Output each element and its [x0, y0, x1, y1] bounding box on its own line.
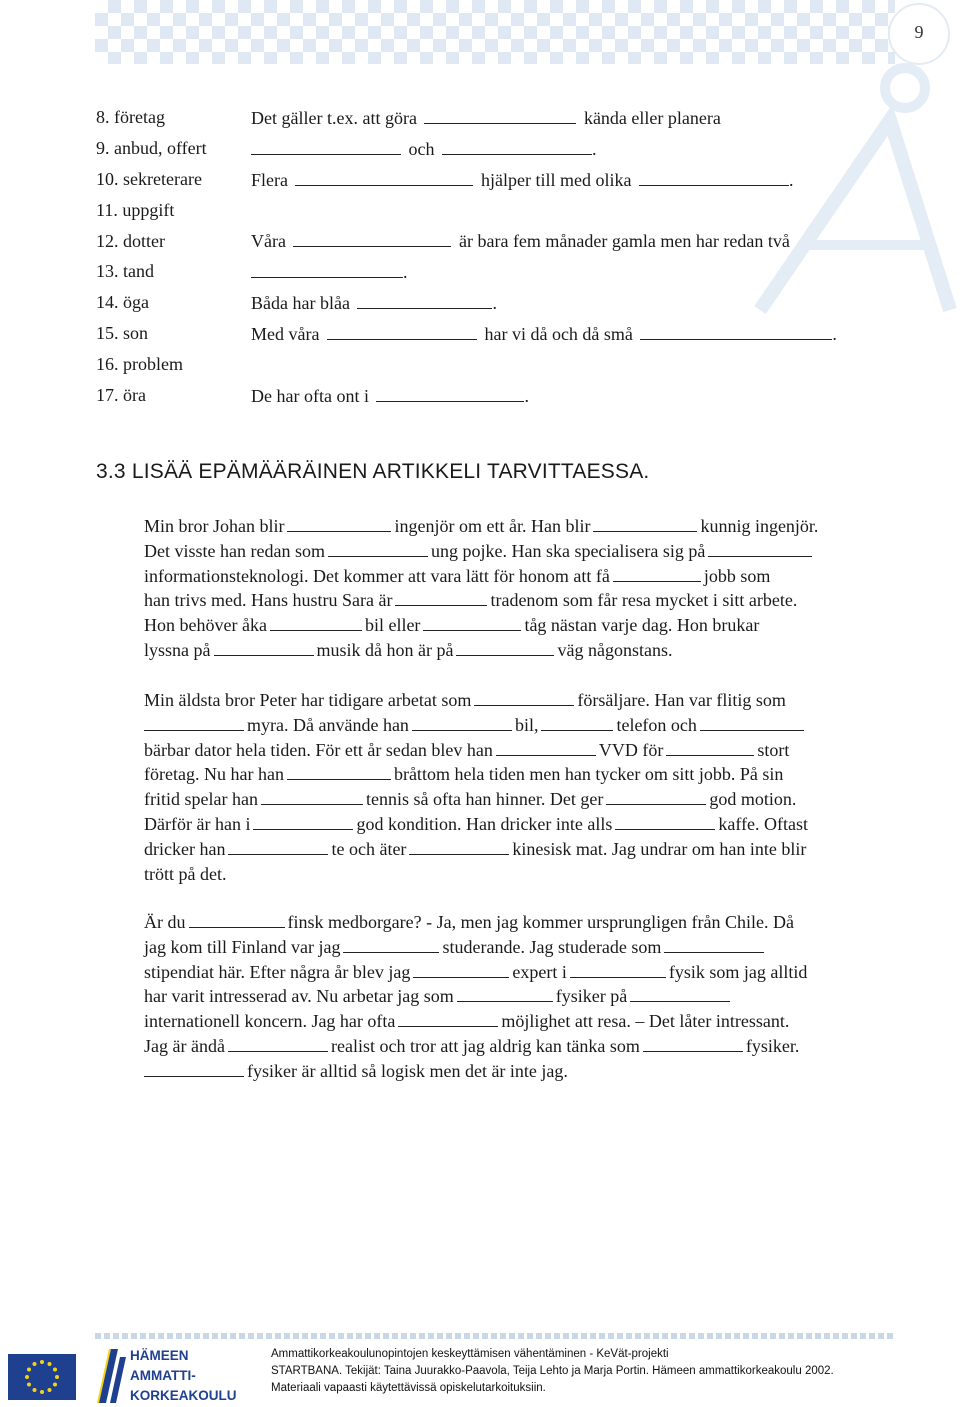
sentence-text: försäljare. Han var flitig som	[577, 690, 786, 710]
sentence-text: De har ofta ont i	[251, 386, 369, 406]
list-item: 8. företag	[96, 107, 165, 127]
text-line	[144, 862, 808, 887]
blank-field[interactable]	[708, 556, 812, 557]
sentence-text: Våra	[251, 231, 286, 251]
blank-field[interactable]	[606, 804, 706, 805]
sentence-text: .	[832, 324, 837, 344]
blank-field[interactable]	[666, 755, 754, 756]
sentence-text: har varit intresserad av. Nu arbetar jag som	[144, 986, 454, 1007]
sentence-text: .	[788, 170, 794, 190]
sentence-text: Med våra	[251, 324, 320, 344]
sentence-text: hjälper till med olika	[480, 170, 632, 190]
exercise-line-1	[251, 108, 721, 129]
list-item: 16. problem	[96, 354, 183, 375]
exercise-line-2	[251, 139, 597, 160]
sentence-text: tåg nästan varje dag. Hon brukar	[524, 615, 760, 636]
blank-field[interactable]	[251, 154, 401, 155]
blank-field[interactable]	[398, 1026, 498, 1027]
sentence-text: bråttom hela tiden men han tycker om sitt jobb. På sin	[393, 764, 784, 785]
text-line	[144, 738, 808, 763]
blank-field[interactable]	[328, 556, 428, 557]
text-line	[144, 910, 807, 935]
sentence-text: .	[592, 139, 597, 159]
sentence-text: telefon och	[616, 714, 697, 735]
list-item: 10. sekreterare	[96, 168, 202, 189]
blank-field[interactable]	[343, 952, 439, 953]
sentence-text: tradenom som får resa mycket i sitt arbete.	[490, 590, 798, 611]
sentence-text: fysiker är alltid så logisk men det är inte jag.	[247, 1060, 568, 1081]
blank-field[interactable]	[295, 185, 473, 186]
word-list	[96, 104, 246, 413]
blank-field[interactable]	[376, 401, 524, 402]
text-line	[144, 984, 807, 1009]
header-checker-band	[95, 0, 895, 64]
sentence-text: företag. Nu har han	[144, 764, 284, 785]
footer-authors-line: STARTBANA. Tekijät: Taina Juurakko-Paavola, Teija Lehto ja Marja Portin. Hämeen ammattikorkeakoulu 2002.	[271, 1365, 834, 1377]
text-line	[144, 514, 818, 539]
blank-field[interactable]	[228, 854, 328, 855]
sentence-text: musik då hon är på	[316, 639, 454, 660]
text-line	[144, 787, 808, 812]
sentence-text: kinesisk mat. Jag undrar om han inte blir	[512, 838, 807, 859]
list-item: 11. uppgift	[96, 199, 175, 220]
blank-field[interactable]	[287, 779, 391, 780]
blank-field[interactable]	[570, 977, 666, 978]
footer-license-line: Materiaali vapaasti käytettävissä opiskelutarkoituksiin.	[271, 1382, 546, 1394]
sentence-text: och	[408, 139, 435, 159]
text-line	[144, 935, 807, 960]
blank-field[interactable]	[640, 339, 832, 340]
blank-field[interactable]	[664, 952, 764, 953]
sentence-text: Hon behöver åka	[144, 615, 267, 636]
text-line	[144, 1059, 807, 1084]
sentence-text: lyssna på	[144, 639, 211, 660]
logo-text-line: AMMATTI-	[130, 1368, 196, 1383]
blank-field[interactable]	[474, 705, 574, 706]
sentence-text: bil eller	[364, 615, 421, 636]
blank-field[interactable]	[630, 1001, 730, 1002]
blank-field[interactable]	[395, 605, 487, 606]
blank-field[interactable]	[214, 655, 314, 656]
sentence-text: tennis så ofta han hinner. Det ger	[365, 789, 604, 810]
exercise-line-7	[251, 324, 837, 345]
sentence-text: stort	[757, 739, 790, 760]
sentence-text: .	[492, 293, 497, 313]
sentence-text: expert i	[512, 961, 567, 982]
sentence-text: Jag är ändå	[144, 1035, 225, 1056]
paragraph-1	[144, 514, 818, 663]
logo-text-line: HÄMEEN	[130, 1348, 189, 1363]
text-line	[144, 688, 808, 713]
sentence-text: .	[524, 386, 529, 406]
sentence-text: kända eller planera	[583, 108, 721, 128]
blank-field[interactable]	[251, 277, 403, 278]
sentence-text: fysik som jag alltid	[668, 961, 808, 982]
list-item: 12. dotter	[96, 230, 165, 251]
blank-field[interactable]	[456, 655, 554, 656]
blank-field[interactable]	[700, 730, 804, 731]
exercise-line-4	[251, 231, 790, 252]
sentence-text: fysiker.	[745, 1035, 800, 1056]
blank-field[interactable]	[144, 1076, 244, 1077]
page-number: 9	[914, 22, 924, 42]
sentence-text: studerande. Jag studerade som	[442, 936, 662, 957]
text-line	[144, 638, 818, 663]
blank-field[interactable]	[287, 531, 391, 532]
sentence-text: Är du	[144, 912, 186, 932]
sentence-text: te och äter	[331, 838, 407, 859]
sentence-text: god motion.	[709, 789, 797, 810]
text-line	[144, 960, 807, 985]
blank-field[interactable]	[423, 630, 521, 631]
blank-field[interactable]	[424, 123, 576, 124]
blank-field[interactable]	[442, 154, 592, 155]
blank-field[interactable]	[643, 1051, 743, 1052]
sentence-text: VVD för	[598, 739, 664, 760]
text-line	[144, 588, 818, 613]
sentence-text: ingenjör om ett år. Han blir	[394, 516, 591, 536]
sentence-text: möjlighet att resa. – Det låter intressant.	[501, 1011, 790, 1032]
text-line	[144, 837, 808, 862]
sentence-text: informationsteknologi. Det kommer att vara lätt för honom att få	[144, 565, 610, 586]
exercise-line-8	[251, 386, 529, 407]
sentence-text: stipendiat här. Efter några år blev jag	[144, 961, 411, 982]
letter-a-ring-watermark	[700, 60, 960, 330]
sentence-text: har vi då och då små	[484, 324, 633, 344]
text-line	[144, 1034, 807, 1059]
exercise-line-3	[251, 170, 793, 191]
text-line	[144, 613, 818, 638]
sentence-text: Min äldsta bror Peter har tidigare arbetat som	[144, 690, 472, 710]
exercise-line-5	[251, 262, 408, 283]
blank-field[interactable]	[457, 1001, 553, 1002]
blank-field[interactable]	[409, 854, 509, 855]
sentence-text: väg någonstans.	[557, 639, 673, 660]
list-item: 9. anbud, offert	[96, 137, 207, 158]
blank-field[interactable]	[261, 804, 363, 805]
blank-field[interactable]	[593, 531, 697, 532]
list-item: 15. son	[96, 323, 149, 344]
sentence-text: Båda har blåa	[251, 293, 350, 313]
blank-field[interactable]	[253, 829, 353, 830]
sentence-text: kaffe. Oftast	[718, 813, 809, 834]
sentence-text: bil,	[514, 714, 539, 735]
text-line	[144, 812, 808, 837]
sentence-text: jag kom till Finland var jag	[144, 936, 341, 957]
sentence-text: finsk medborgare? - Ja, men jag kommer ursprungligen från Chile. Då	[287, 912, 795, 932]
logo-text-line: KORKEAKOULU	[130, 1388, 237, 1403]
sentence-text: Det gäller t.ex. att göra	[251, 108, 417, 128]
sentence-text: fritid spelar han	[144, 789, 258, 810]
sentence-text: Det visste han redan som	[144, 540, 325, 561]
blank-field[interactable]	[639, 185, 789, 186]
sentence-text: internationell koncern. Jag har ofta	[144, 1011, 396, 1032]
text-line	[144, 1009, 807, 1034]
sentence-text: .	[403, 262, 408, 282]
text-line	[144, 539, 818, 564]
blank-field[interactable]	[357, 308, 492, 309]
list-item: 17. öra	[96, 385, 146, 406]
text-line	[144, 762, 808, 787]
sentence-text: realist och tror att jag aldrig kan tänka som	[330, 1035, 640, 1056]
paragraph-2	[144, 688, 808, 886]
sentence-text: jobb som	[703, 565, 771, 586]
blank-field[interactable]	[541, 730, 613, 731]
sentence-text: är bara fem månader gamla men har redan två	[458, 231, 790, 251]
sentence-text: ung pojke. Han ska specialisera sig på	[430, 540, 706, 561]
sentence-text: kunnig ingenjör.	[700, 516, 819, 536]
sentence-text: han trivs med. Hans hustru Sara är	[144, 590, 393, 611]
sentence-text: Därför är han i	[144, 813, 251, 834]
blank-field[interactable]	[615, 829, 715, 830]
sentence-text: fysiker på	[555, 986, 628, 1007]
list-item: 14. öga	[96, 292, 149, 313]
blank-field[interactable]	[412, 730, 512, 731]
footer-rule	[95, 1333, 895, 1339]
paragraph-3	[144, 910, 807, 1084]
sentence-text: trött på det.	[144, 863, 227, 884]
blank-field[interactable]	[496, 755, 596, 756]
blank-field[interactable]	[327, 339, 477, 340]
footer-project-line: Ammattikorkeakoulunopintojen keskeyttämisen vähentäminen - KeVät-projekti	[271, 1348, 669, 1360]
text-line	[144, 713, 808, 738]
section-heading: 3.3 LISÄÄ EPÄMÄÄRÄINEN ARTIKKELI TARVITTAESSA.	[96, 460, 650, 483]
list-item: 13. tand	[96, 261, 154, 282]
blank-field[interactable]	[270, 630, 362, 631]
blank-field[interactable]	[613, 581, 701, 582]
blank-field[interactable]	[293, 246, 451, 247]
text-line	[144, 564, 818, 589]
sentence-text: god kondition. Han dricker inte alls	[356, 813, 613, 834]
sentence-text: Min bror Johan blir	[144, 516, 285, 536]
sentence-text: bärbar dator hela tiden. För ett år sedan blev han	[144, 739, 493, 760]
blank-field[interactable]	[228, 1051, 328, 1052]
blank-field[interactable]	[413, 977, 509, 978]
blank-field[interactable]	[144, 730, 244, 731]
sentence-text: dricker han	[144, 838, 226, 859]
sentence-text: myra. Då använde han	[247, 714, 409, 735]
exercise-line-6	[251, 293, 497, 314]
blank-field[interactable]	[189, 927, 285, 928]
sentence-text: Flera	[251, 170, 288, 190]
eu-flag-icon	[8, 1354, 76, 1400]
